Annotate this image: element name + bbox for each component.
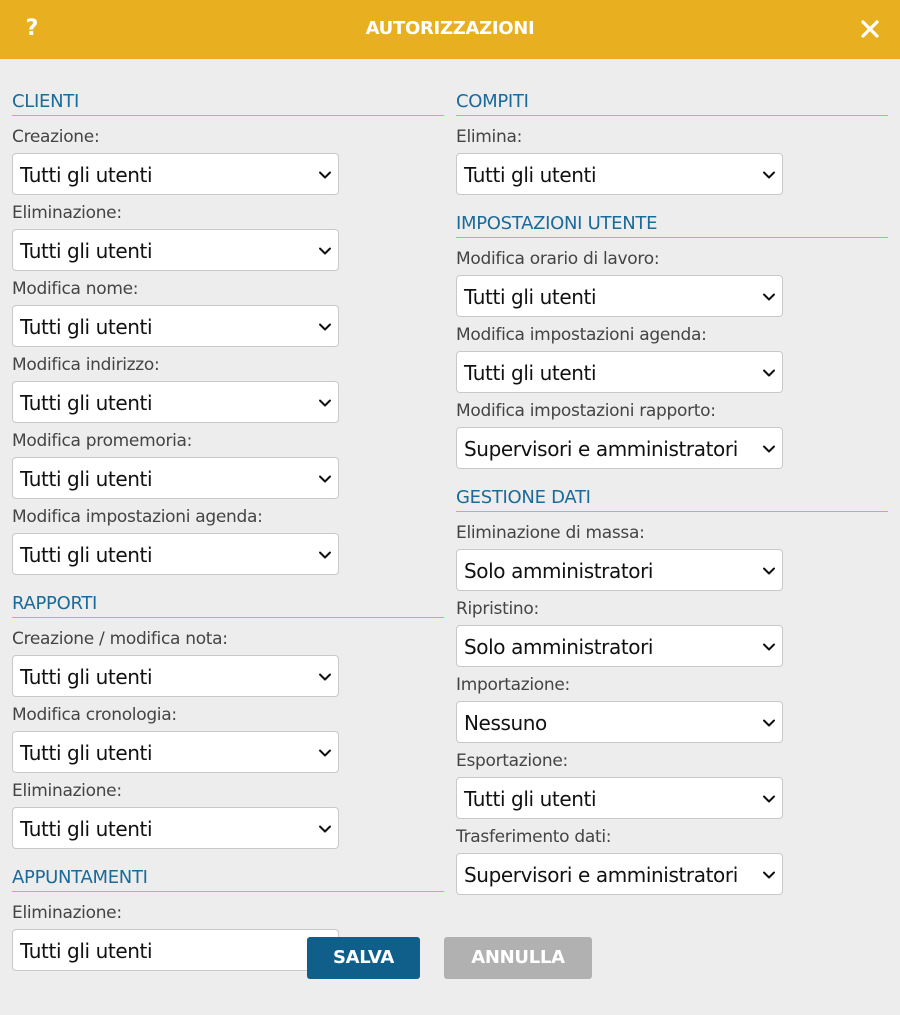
field-label: Eliminazione: <box>12 903 122 923</box>
chevron-down-icon <box>318 168 332 182</box>
field-label: Esportazione: <box>456 751 568 771</box>
permission-select-clienti-modifica-nome[interactable] <box>12 305 339 347</box>
field-label: Modifica orario di lavoro: <box>456 249 660 269</box>
section-title: GESTIONE DATI <box>456 484 888 512</box>
section-gestione-dati <box>456 484 888 895</box>
permission-select-appuntamenti-eliminazione[interactable] <box>12 929 339 971</box>
permission-select-compiti-elimina[interactable] <box>456 153 783 195</box>
permission-select-gestione-dati-importazione[interactable] <box>456 701 783 743</box>
field-label: Modifica impostazioni rapporto: <box>456 401 716 421</box>
section-title: CLIENTI <box>12 88 444 116</box>
chevron-down-icon <box>762 366 776 380</box>
permission-select-rapporti-eliminazione[interactable] <box>12 807 339 849</box>
permission-select-clienti-modifica-promemoria[interactable] <box>12 457 339 499</box>
chevron-down-icon <box>318 320 332 334</box>
select-value: Tutti gli utenti <box>20 163 153 187</box>
chevron-down-icon <box>318 472 332 486</box>
section-clienti <box>12 88 444 575</box>
left-column <box>12 88 444 986</box>
select-value: Tutti gli utenti <box>464 787 597 811</box>
select-value: Supervisori e amministratori <box>464 863 738 887</box>
permission-select-gestione-dati-trasferimento-dati[interactable] <box>456 853 783 895</box>
select-value: Solo amministratori <box>464 635 654 659</box>
chevron-down-icon <box>318 746 332 760</box>
select-value: Tutti gli utenti <box>464 361 597 385</box>
select-value: Tutti gli utenti <box>20 239 153 263</box>
permission-select-clienti-creazione[interactable] <box>12 153 339 195</box>
chevron-down-icon <box>762 868 776 882</box>
field-label: Modifica impostazioni agenda: <box>12 507 263 527</box>
chevron-down-icon <box>762 564 776 578</box>
select-value: Tutti gli utenti <box>20 939 153 963</box>
save-button[interactable]: SALVA <box>307 937 420 979</box>
select-value: Supervisori e amministratori <box>464 437 738 461</box>
cancel-button[interactable]: ANNULLA <box>444 937 592 979</box>
select-value: Solo amministratori <box>464 559 654 583</box>
select-value: Tutti gli utenti <box>20 665 153 689</box>
chevron-down-icon <box>762 290 776 304</box>
select-value: Nessuno <box>464 711 547 735</box>
close-icon[interactable] <box>858 17 882 41</box>
field-label: Eliminazione di massa: <box>456 523 645 543</box>
section-impostazioni-utente <box>456 210 888 469</box>
chevron-down-icon <box>318 244 332 258</box>
help-icon[interactable]: ? <box>25 16 39 41</box>
chevron-down-icon <box>762 792 776 806</box>
field-label: Modifica indirizzo: <box>12 355 160 375</box>
permission-select-rapporti-creazione-modifica-nota[interactable] <box>12 655 339 697</box>
chevron-down-icon <box>762 716 776 730</box>
chevron-down-icon <box>318 670 332 684</box>
section-title: COMPITI <box>456 88 888 116</box>
section-title: IMPOSTAZIONI UTENTE <box>456 210 888 238</box>
chevron-down-icon <box>318 822 332 836</box>
chevron-down-icon <box>762 640 776 654</box>
dialog-title: AUTORIZZAZIONI <box>365 18 535 39</box>
field-label: Importazione: <box>456 675 570 695</box>
permission-select-gestione-dati-esportazione[interactable] <box>456 777 783 819</box>
select-value: Tutti gli utenti <box>20 315 153 339</box>
field-label: Eliminazione: <box>12 781 122 801</box>
permission-select-clienti-modifica-impostazioni-agenda[interactable] <box>12 533 339 575</box>
permission-select-gestione-dati-ripristino[interactable] <box>456 625 783 667</box>
dialog-header <box>0 0 900 59</box>
right-column <box>456 88 888 910</box>
field-label: Modifica promemoria: <box>12 431 193 451</box>
section-title: APPUNTAMENTI <box>12 864 444 892</box>
field-label: Elimina: <box>456 127 522 147</box>
select-value: Tutti gli utenti <box>20 391 153 415</box>
section-compiti <box>456 88 888 195</box>
chevron-down-icon <box>762 442 776 456</box>
select-value: Tutti gli utenti <box>20 741 153 765</box>
chevron-down-icon <box>318 548 332 562</box>
permission-select-impostazioni-utente-modifica-orario-di-lavoro[interactable] <box>456 275 783 317</box>
field-label: Modifica impostazioni agenda: <box>456 325 707 345</box>
field-label: Modifica cronologia: <box>12 705 177 725</box>
section-title: RAPPORTI <box>12 590 444 618</box>
field-label: Modifica nome: <box>12 279 139 299</box>
permission-select-clienti-modifica-indirizzo[interactable] <box>12 381 339 423</box>
permission-select-clienti-eliminazione[interactable] <box>12 229 339 271</box>
select-value: Tutti gli utenti <box>20 543 153 567</box>
permission-select-impostazioni-utente-modifica-impostazioni-rapporto[interactable] <box>456 427 783 469</box>
field-label: Ripristino: <box>456 599 539 619</box>
permission-select-gestione-dati-eliminazione-di-massa[interactable] <box>456 549 783 591</box>
field-label: Trasferimento dati: <box>456 827 612 847</box>
permission-select-impostazioni-utente-modifica-impostazioni-agenda[interactable] <box>456 351 783 393</box>
field-label: Eliminazione: <box>12 203 122 223</box>
section-rapporti <box>12 590 444 849</box>
chevron-down-icon <box>318 396 332 410</box>
chevron-down-icon <box>762 168 776 182</box>
permission-select-rapporti-modifica-cronologia[interactable] <box>12 731 339 773</box>
select-value: Tutti gli utenti <box>20 817 153 841</box>
field-label: Creazione: <box>12 127 100 147</box>
select-value: Tutti gli utenti <box>464 285 597 309</box>
select-value: Tutti gli utenti <box>20 467 153 491</box>
field-label: Creazione / modifica nota: <box>12 629 228 649</box>
select-value: Tutti gli utenti <box>464 163 597 187</box>
